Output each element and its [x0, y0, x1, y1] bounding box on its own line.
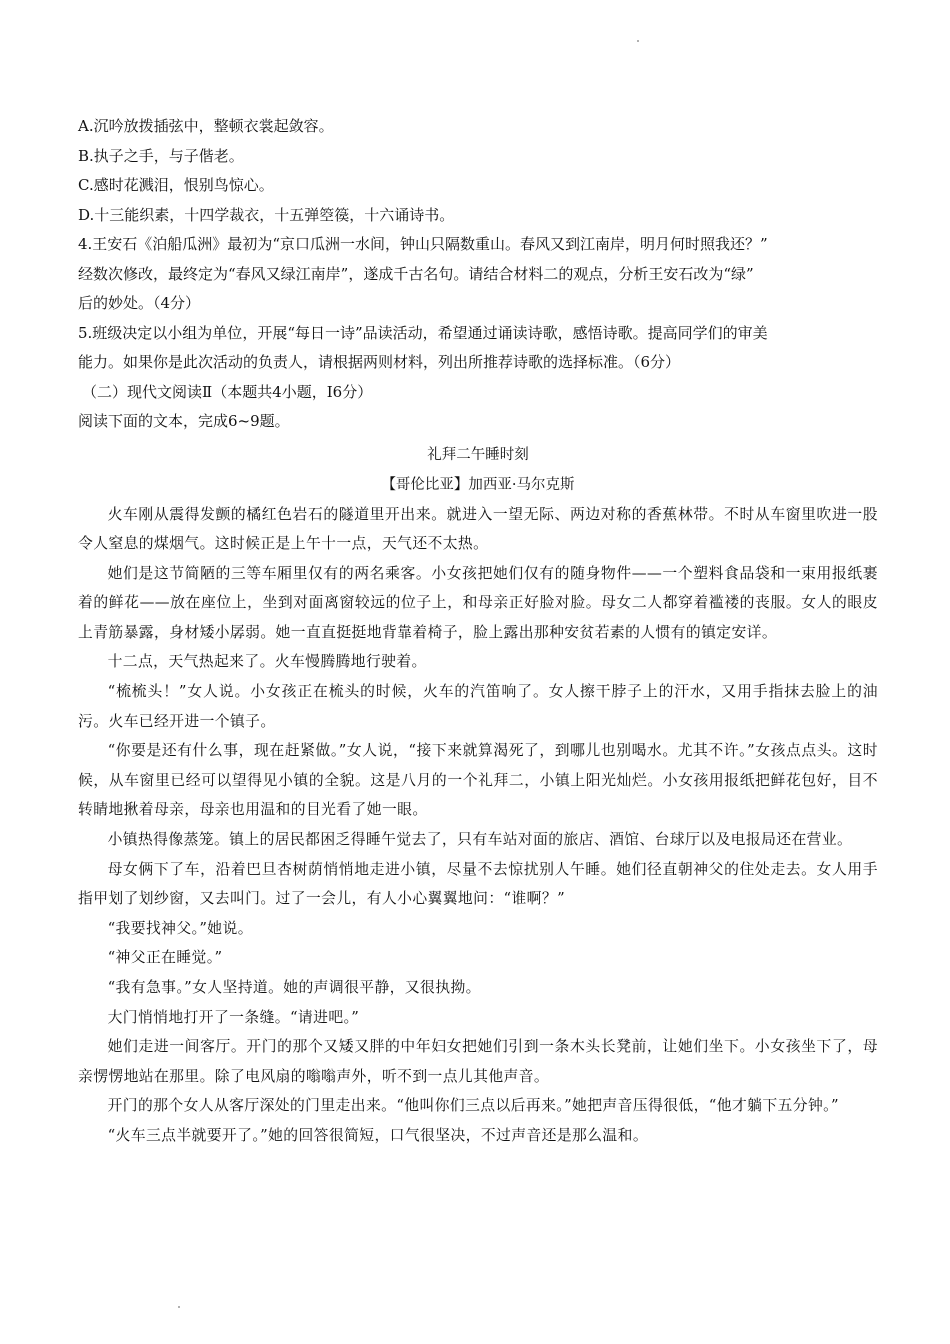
story-paragraph: “梳梳头！”女人说。小女孩正在梳头的时候，火车的汽笛响了。女人擦干脖子上的汗水，又用手指抹去脸上的油污。火车已经开进一个镇子。	[78, 683, 878, 730]
story-paragraph: “火车三点半就要开了。”她的回答很简短，口气很坚决，不过声音还是那么温和。	[107, 1126, 649, 1144]
story-body	[78, 500, 878, 1151]
question5-line: 5.班级决定以小组为单位，开展“每日一诗”品读活动，希望通过诵读诗歌，感悟诗歌。提高同学们的审美	[78, 323, 768, 342]
question4-line: 经数次修改，最终定为“春风又绿江南岸”，遂成千古名句。请结合材料二的观点，分析王安石改为“绿”	[78, 264, 754, 283]
option-a: A.沉吟放拨插弦中，整顿衣裳起敛容。	[78, 117, 334, 135]
question-4	[78, 230, 878, 319]
question5-line: 能力。如果你是此次活动的负责人，请根据两则材料，列出所推荐诗歌的选择标准。（6分）	[78, 353, 681, 371]
story-paragraph: “我有急事。”女人坚持道。她的声调很平静，又很执拗。	[107, 979, 481, 996]
document-page	[78, 112, 878, 1151]
section-heading: （二）现代文阅读Ⅱ（本题共4小题，I6分）	[82, 382, 373, 401]
story-paragraph: 她们走进一间客厅。开门的那个又矮又胖的中年妇女把她们引到一条木头长凳前，让她们坐下。小女孩坐下了，母亲愣愣地站在那里。除了电风扇的嗡嗡声外，听不到一点儿其他声音。	[78, 1038, 878, 1085]
question4-line: 后的妙处。（4分）	[78, 294, 201, 312]
page-mark	[178, 1306, 180, 1308]
option-d: D.十三能织素，十四学裁衣，十五弹箜篌，十六诵诗书。	[78, 205, 455, 224]
page-mark	[637, 40, 639, 42]
story-paragraph: 十二点，天气热起来了。火车慢腾腾地行驶着。	[107, 653, 427, 671]
option-c: C.感时花溅泪，恨别鸟惊心。	[78, 176, 274, 194]
story-title: 礼拜二午睡时刻	[427, 446, 529, 463]
option-b: B.执子之手，与子偕老。	[78, 146, 244, 165]
story-author: 【哥伦比亚】加西亚·马尔克斯	[381, 476, 575, 493]
question3-options	[78, 112, 878, 230]
story-paragraph: “神父正在睡觉。”	[107, 949, 223, 967]
story-paragraph: 母女俩下了车，沿着巴旦杏树荫悄悄地走进小镇，尽量不去惊扰别人午睡。她们径直朝神父的住处走去。女人用手指甲划了划纱窗，又去叫门。过了一会儿，有人小心翼翼地问：“谁啊？”	[78, 860, 878, 908]
story-paragraph: “你要是还有什么事，现在赶紧做。”女人说，“接下来就算渴死了，到哪儿也别喝水。尤其不许。”女孩点点头。这时候，从车窗里已经可以望得见小镇的全貌。这是八月的一个礼拜二，小镇上阳光灿烂。小女孩用报纸把鲜花包好，目不转睛地揪着母亲，母亲也用温和的目光看了她一眼。	[78, 742, 878, 819]
story-paragraph: 火车刚从震得发颤的橘红色岩石的隧道里开出来。就进入一望无际、两边对称的香蕉林带。不时从车窗里吹进一股令人窒息的煤烟气。这时候正是上午十一点，天气还不太热。	[78, 505, 878, 553]
reading-instruction: 阅读下面的文本，完成6~9题。	[78, 412, 290, 430]
story-paragraph: 小镇热得像蒸笼。镇上的居民都困乏得睡午觉去了，只有车站对面的旅店、酒馆、台球厅以及电报局还在营业。	[107, 831, 853, 849]
question4-line: 4.王安石《泊船瓜洲》最初为“京口瓜洲一水间，钟山只隔数重山。春风又到江南岸，明月何时照我还？”	[78, 235, 768, 253]
story-paragraph: 大门悄悄地打开了一条缝。“请进吧。”	[107, 1008, 360, 1026]
question-5	[78, 319, 878, 378]
story-paragraph: 她们是这节简陋的三等车厢里仅有的两名乘客。小女孩把她们仅有的随身物件——一个塑料食品袋和一束用报纸裹着的鲜花——放在座位上，坐到对面离窗较远的位子上，和母亲正好脸对脸。母女二人都穿着褴褛的丧服。女人的眼皮上青筋暴露，身材矮小孱弱。她一直直挺挺地背靠着椅子，脸上露出那种安贫若素的人惯有的镇定安详。	[78, 564, 878, 641]
story-paragraph: 开门的那个女人从客厅深处的门里走出来。“他叫你们三点以后再来。”她把声音压得很低，“他才躺下五分钟。”	[107, 1097, 839, 1115]
story-paragraph: “我要找神父。”她说。	[107, 919, 253, 937]
